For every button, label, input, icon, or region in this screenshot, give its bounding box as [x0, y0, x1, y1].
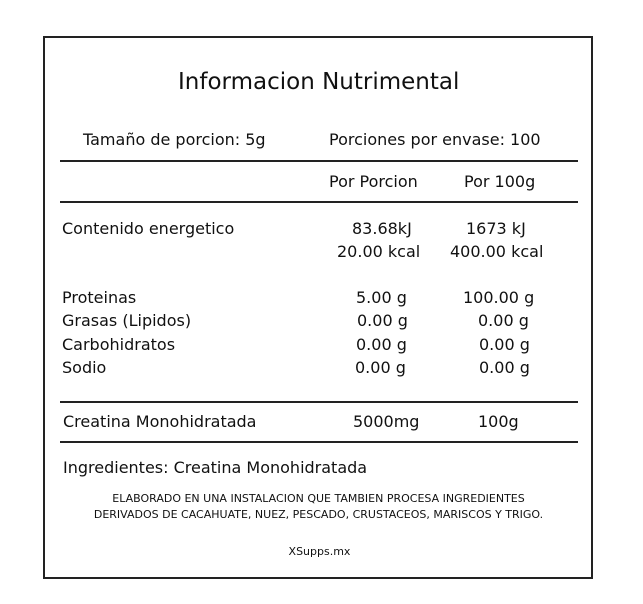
divider-header [60, 201, 578, 203]
nutrient-label-sodium: Sodio [62, 358, 107, 377]
divider-creatine-bottom [60, 441, 578, 443]
nutrient-per-serving-sodium: 0.00 g [355, 358, 406, 377]
energy-per-100g-kcal: 400.00 kcal [450, 242, 544, 261]
servings-per-container: Porciones por envase: 100 [329, 130, 541, 149]
ingredients-text: Ingredientes: Creatina Monohidratada [63, 458, 368, 477]
nutrient-per-serving-proteins: 5.00 g [356, 288, 407, 307]
nutrient-per-100g-proteins: 100.00 g [463, 288, 535, 307]
nutrient-per-100g-carbs: 0.00 g [479, 335, 530, 354]
creatine-per-100g: 100g [478, 412, 519, 431]
divider-top [60, 160, 578, 162]
divider-creatine-top [60, 401, 578, 403]
nutrient-per-serving-carbs: 0.00 g [356, 335, 407, 354]
allergen-notice-line-2: DERIVADOS DE CACAHUATE, NUEZ, PESCADO, CRUSTACEOS, MARISCOS Y TRIGO. [93, 508, 544, 521]
energy-per-serving-kj: 83.68kJ [352, 219, 412, 238]
creatine-label: Creatina Monohidratada [63, 412, 257, 431]
energy-per-100g-kj: 1673 kJ [466, 219, 526, 238]
creatine-per-serving: 5000mg [353, 412, 420, 431]
nutrient-per-100g-fats: 0.00 g [478, 311, 529, 330]
nutrient-label-proteins: Proteinas [62, 288, 137, 307]
column-header-per-100g: Por 100g [464, 172, 536, 191]
nutrient-label-carbs: Carbohidratos [62, 335, 176, 354]
column-header-per-serving: Por Porcion [329, 172, 418, 191]
energy-per-serving-kcal: 20.00 kcal [337, 242, 421, 261]
serving-size: Tamaño de porcion: 5g [83, 130, 266, 149]
nutrient-label-fats: Grasas (Lipidos) [62, 311, 192, 330]
nutrient-per-serving-fats: 0.00 g [357, 311, 408, 330]
nutrient-per-100g-sodium: 0.00 g [479, 358, 530, 377]
website-text: XSupps.mx [288, 545, 351, 558]
allergen-notice-line-1: ELABORADO EN UNA INSTALACION QUE TAMBIEN PROCESA INGREDIENTES [112, 492, 525, 505]
label-title: Informacion Nutrimental [178, 69, 460, 95]
energy-label: Contenido energetico [62, 219, 235, 238]
